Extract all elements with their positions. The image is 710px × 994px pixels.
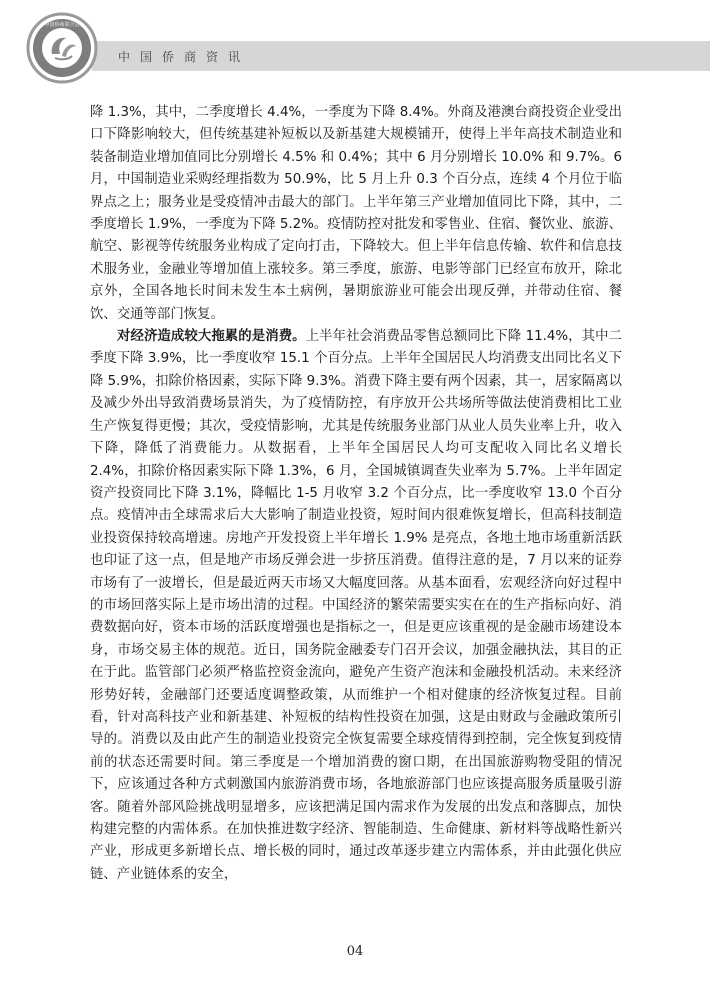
- paragraph-2-text: 上半年社会消费品零售总额同比下降 11.4%，其中二季度下降 3.9%，比一季度收窄 15.1 个百分点。上半年全国居民人均消费支出同比名义下降 5.9%，扣除价格因素，实际下降 9.3%。消费下降主要有两个因素，其一，居家隔离以及减少外出导致消费场景消失，为了疫情防控，有序放开公共场所等做法使消费相比工业生产恢复得更慢；其次，受疫情影响，尤其是传统服务业部门从业人员失业率上升，收入下降，降低了消费能力。从数据看，上半年全国居民人均可支配收入同比名义增长 2.4%，扣除价格因素实际下降 1.3%，6 月，全国城镇调查失业率为 5.7%。上半年固定资产投资同比下降 3.1%，降幅比 1-5 月收窄 3.2 个百分点，比一季度收窄 13.0 个百分点。疫情冲击全球需求后大大影响了制造业投资，短时间内很难恢复增长，但高科技制造业投资保持较高增速。房地产开发投资上半年增长 1.9% 是亮点，各地土地市场重新活跃也印证了这一点，但是地产市场反弹会进一步挤压消费。值得注意的是，7 月以来的证券市场有了一波增长，但是最近两天市场又大幅度回落。从基本面看，宏观经济向好过程中的市场回落实际上是市场出清的过程。中国经济的繁荣需要实实在在的生产指标向好、消费数据向好，资本市场的活跃度增强也是指标之一，但是更应该重视的是金融市场建设本身，市场交易主体的规范。近日，国务院金融委专门召开会议，加强金融执法，其目的正在于此。监管部门必须严格监控资金流向，避免产生资产泡沫和金融投机活动。未来经济形势好转，金融部门还要适度调整政策，从而维护一个相对健康的经济恢复过程。目前看，针对高科技产业和新基建、补短板的结构性投资在加强，这是由财政与金融政策所引导的。消费以及由此产生的制造业投资完全恢复需要全球疫情得到控制，完全恢复到疫情前的状态还需要时间。第三季度是一个增加消费的窗口期，在出国旅游购物受阻的情况下，应该通过各种方式刺激国内旅游消费市场，各地旅游部门也应该提高服务质量吸引游客。随着外部风险挑战明显增多，应该把满足国内需求作为发展的出发点和落脚点，加快构建完整的内需体系。在加快推进数字经济、智能制造、生命健康、新材料等战略性新兴产业，形成更多新增长点、增长极的同时，通过改革逐步建立内需体系，并由此强化供应链、产业链体系的安全，: [90, 329, 623, 882]
- logo-emblem-icon: [22, 10, 102, 90]
- header-title: 中国侨商资讯: [118, 50, 251, 64]
- page-header: [0, 0, 710, 78]
- paragraph-2: [90, 326, 622, 886]
- paragraph-1: [90, 102, 622, 326]
- paragraph-2-lead: 对经济造成较大拖累的是消费。: [117, 329, 306, 345]
- article-body: [90, 102, 622, 886]
- svg-text:中国侨商联合会: 中国侨商联合会: [44, 22, 80, 28]
- page-number: 04: [346, 944, 364, 959]
- paragraph-1-text: 降 1.3%，其中，二季度增长 4.4%，一季度为下降 8.4%。外商及港澳台商投资企业受出口下降影响较大，但传统基建补短板以及新基建大规模铺开，使得上半年高技术制造业和装备制造业增加值同比分别增长 4.5% 和 0.4%；其中 6 月分别增长 10.0% 和 9.7%。6 月，中国制造业采购经理指数为 50.9%，比 5 月上升 0.3 个百分点，连续 4 个月位于临界点之上；服务业是受疫情冲击最大的部门。上半年第三产业增加值同比下降，其中，二季度增长 1.9%，一季度为下降 5.2%。疫情防控对批发和零售业、住宿、餐饮业、旅游、航空、影视等传统服务业构成了定向打击，下降较大。但上半年信息传输、软件和信息技术服务业，金融业等增加值上涨较多。第三季度，旅游、电影等部门已经宣布放开，除北京外，全国各地长时间未发生本土病例，暑期旅游业可能会出现反弹，并带动住宿、餐饮、交通等部门恢复。: [90, 105, 622, 322]
